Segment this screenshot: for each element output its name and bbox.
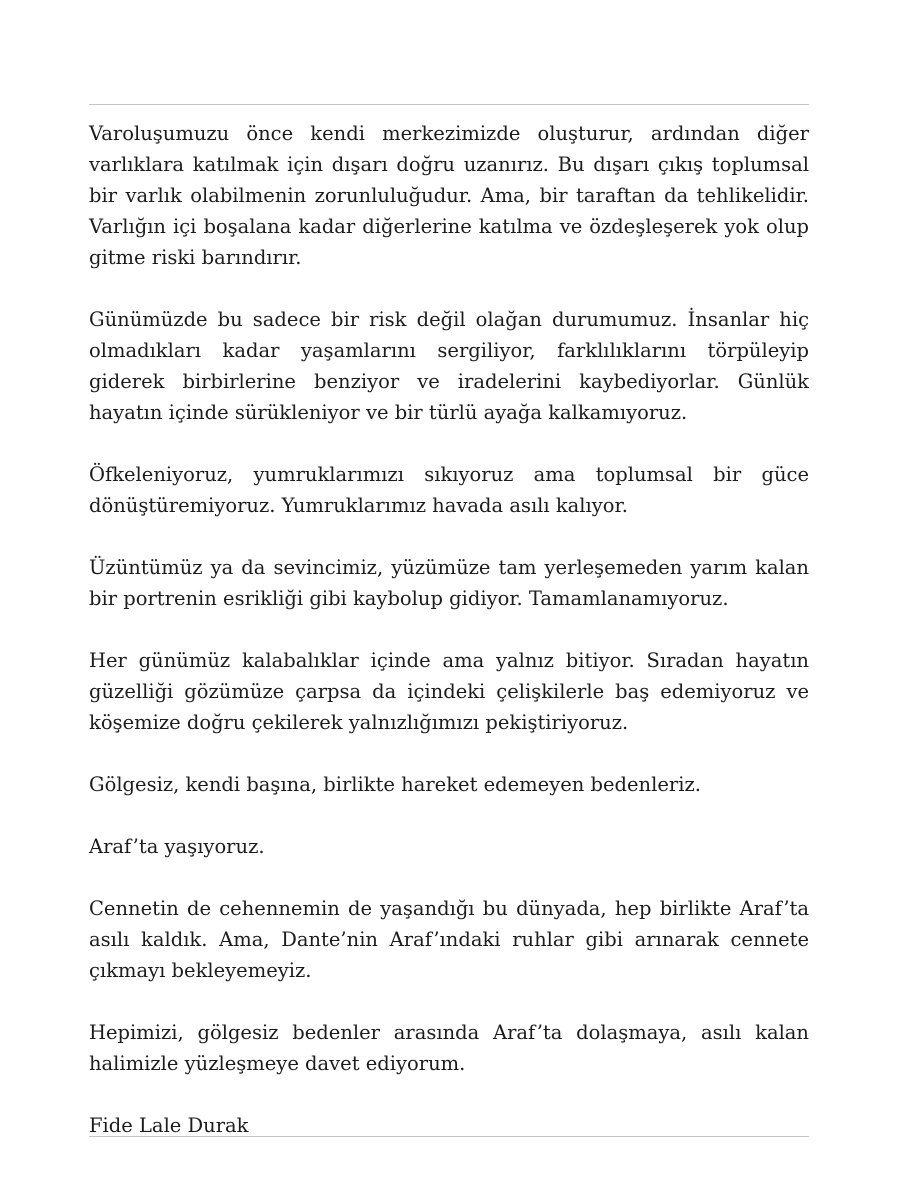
top-divider [89,104,809,105]
bottom-divider [89,1136,809,1137]
paragraph-4: Üzüntümüz ya da sevincimiz, yüzümüze tam yerleşemeden yarım kalan bir portrenin esrikliği gibi kaybolup gidiyor. Tamamlanamıyoruz. [89,556,809,610]
paragraph-5: Her günümüz kalabalıklar içinde ama yalnız bitiyor. Sıradan hayatın güzelliği gözümüze çarpsa da içindeki çelişkilerle baş edemiyoruz ve köşemize doğru çekilerek yalnızlığımızı pekiştiriyoruz. [89,649,809,734]
paragraph-8: Cennetin de cehennemin de yaşandığı bu dünyada, hep birlikte Araf’ta asılı kaldık. Ama, Dante’nin Araf’ındaki ruhlar gibi arınarak cennete çıkmayı bekleyemeyiz. [89,897,809,982]
paragraph-3: Öfkeleniyoruz, yumruklarımızı sıkıyoruz ama toplumsal bir güce dönüştüremiyoruz. Yumruklarımız havada asılı kalıyor. [89,463,809,517]
paragraph-7: Araf’ta yaşıyoruz. [89,835,265,858]
paragraph-6: Gölgesiz, kendi başına, birlikte hareket edemeyen bedenleriz. [89,773,701,796]
author-signature: Fide Lale Durak [89,1114,249,1137]
paragraph-1: Varoluşumuzu önce kendi merkezimizde oluşturur, ardından diğer varlıklara katılmak için dışarı doğru uzanırız. Bu dışarı çıkış toplumsal bir varlık olabilmenin zorunluluğudur. Ama, bir taraftan da tehlikelidir. Varlığın içi boşalana kadar diğerlerine katılma ve özdeşleşerek yok olup gitme riski barındırır. [89,122,809,269]
paragraph-9: Hepimizi, gölgesiz bedenler arasında Araf’ta dolaşmaya, asılı kalan halimizle yüzleşmeye davet ediyorum. [89,1021,809,1075]
paragraph-2: Günümüzde bu sadece bir risk değil olağan durumumuz. İnsanlar hiç olmadıkları kadar yaşamlarını sergiliyor, farklılıklarını törpüleyip giderek birbirlerine benziyor ve iradelerini kaybediyorlar. Günlük hayatın içinde sürükleniyor ve bir türlü ayağa kalkamıyoruz. [89,308,809,424]
document-body [89,118,809,1141]
